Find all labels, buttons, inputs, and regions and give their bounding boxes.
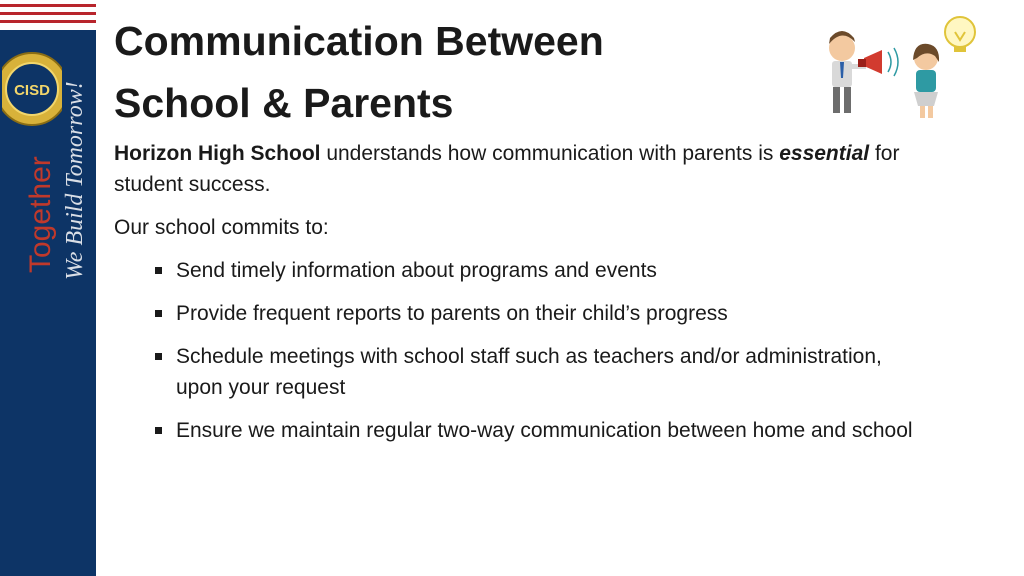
list-item <box>114 415 914 446</box>
motto-script: We Build Tomorrow! <box>62 81 88 280</box>
list-item-text: Provide frequent reports to parents on their child’s progress <box>176 302 728 325</box>
title-line-1: Communication Between <box>114 18 604 64</box>
page-title <box>114 10 754 134</box>
stripe <box>0 12 96 15</box>
lightbulb-icon <box>945 17 975 52</box>
flag-stripes <box>0 0 96 30</box>
boy-figure <box>829 31 882 113</box>
stripe <box>0 20 96 23</box>
list-item-text: Ensure we maintain regular two-way communication between home and school <box>176 419 913 442</box>
title-line-2: School & Parents <box>114 80 454 126</box>
girl-figure <box>913 44 939 118</box>
motto-word: Together <box>24 156 57 273</box>
list-item <box>114 341 914 403</box>
commit-label: Our school commits to: <box>114 216 329 239</box>
slide-body <box>114 138 914 458</box>
communication-illustration <box>814 12 990 120</box>
stripe <box>0 4 96 7</box>
sound-waves <box>888 48 898 76</box>
bullet-square-icon <box>155 310 162 317</box>
motto <box>12 58 96 288</box>
list-item-text: Schedule meetings with school staff such as teachers and/or administration, upon your request <box>176 345 882 399</box>
bullet-square-icon <box>155 267 162 274</box>
school-name: Horizon High School <box>114 142 321 165</box>
commitment-list <box>114 255 914 446</box>
list-item <box>114 298 914 329</box>
emphasis-word: essential <box>779 142 870 165</box>
sidebar-banner <box>0 0 96 576</box>
seal-text: CISD <box>14 82 50 99</box>
intro-paragraph <box>114 138 914 200</box>
bullet-square-icon <box>155 353 162 360</box>
intro-text: understands how communication with parents is <box>320 142 780 165</box>
list-item <box>114 255 914 286</box>
bullet-square-icon <box>155 427 162 434</box>
list-item-text: Send timely information about programs and events <box>176 259 657 282</box>
intro-end: for student success. <box>114 142 900 196</box>
